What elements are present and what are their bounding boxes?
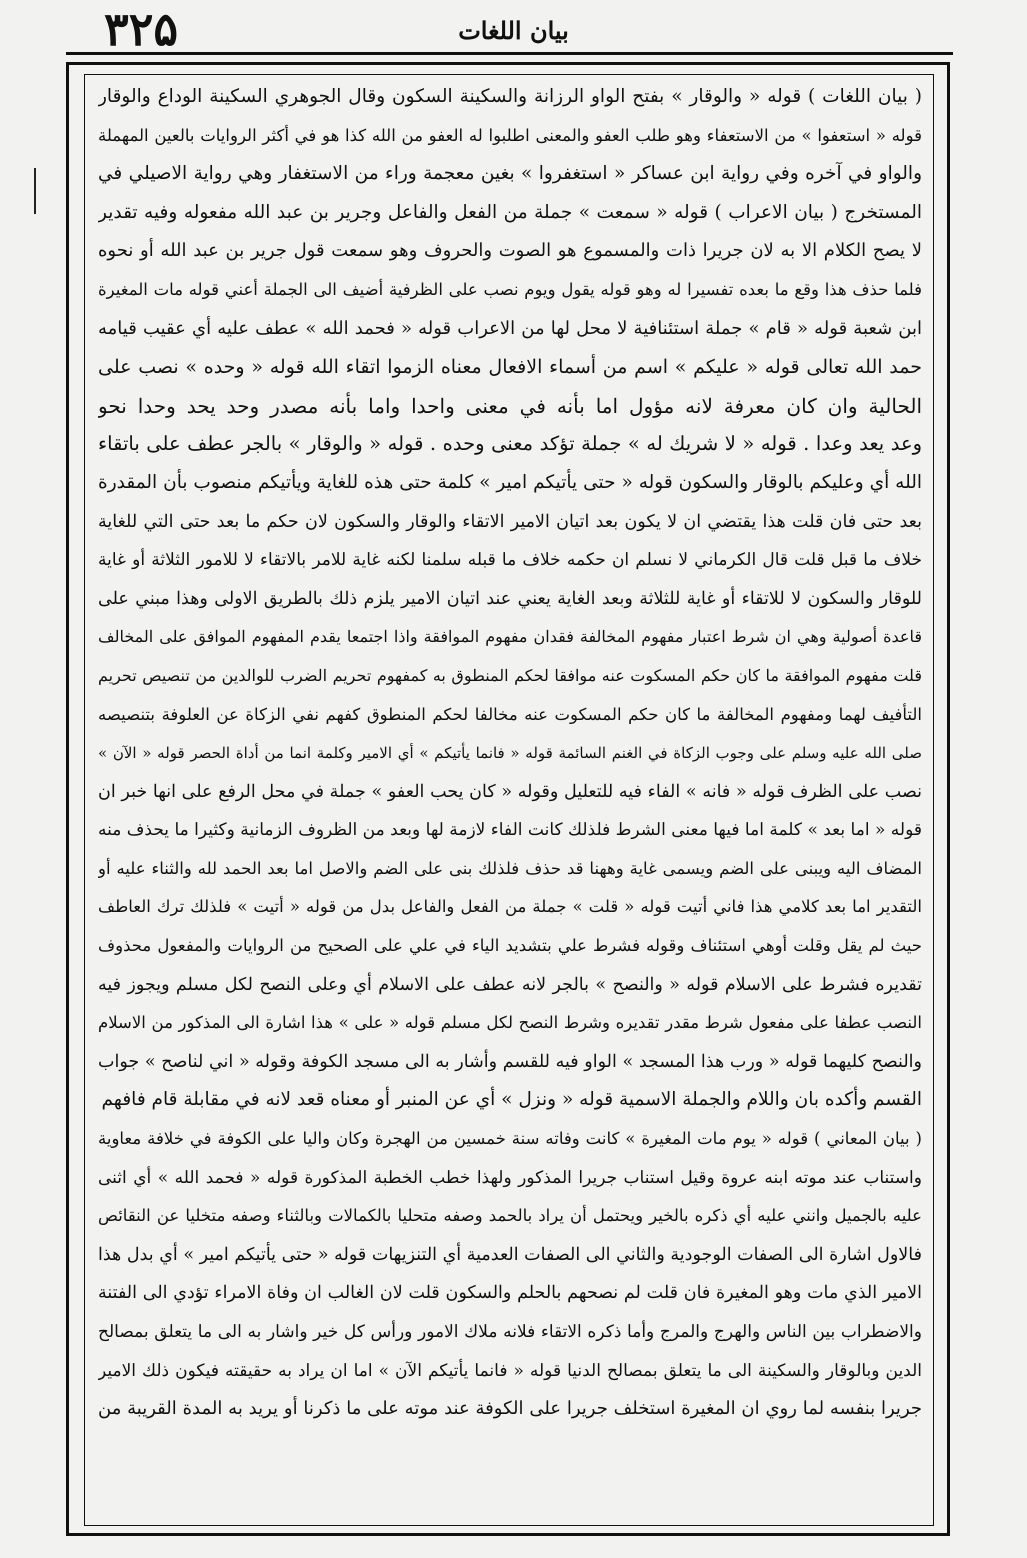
text-line: والواو في آخره وفي رواية ابن عساكر « استغفروا » بغين معجمة وراء من الاستغفار وهي رواية الاصيلي في: [98, 163, 922, 185]
text-line: عليه بالجميل وانني عليه أي ذكره بالخير ويحتمل أن يراد بالحمد وصفه متحليا بالكمالات وبالثناء وصفه متخليا عن النقائص: [98, 1206, 922, 1226]
text-line: صلى الله عليه وسلم على وجوب الزكاة في الغنم السائمة قوله « فانما يأتيكم » أي الامير وكلمة انما من أداة الحصر قوله « الآن »: [98, 744, 922, 763]
text-line: الدين وبالوقار والسكينة الى ما يتعلق بمصالح الدنيا قوله « فانما يأتيكم الآن » اما ان يراد به حقيقته فيكون ذلك الامير: [98, 1360, 922, 1381]
running-title: بیان اللغات: [458, 16, 569, 45]
text-line: ( بیان اللغات ) قوله « والوقار » بفتح الواو الرزانة والسكينة السكون وقال الجوهري السكينة الوداع والوقار: [98, 86, 922, 107]
text-line: نصب على الظرف قوله « فانه » الفاء فيه للتعليل وقوله « كان يحب العفو » جملة في محل الرفع على انها خبر ان: [98, 781, 922, 802]
page-number: ۳۲۵: [104, 2, 179, 56]
header-rule: [66, 52, 953, 55]
text-line: لا يصح الكلام الا به لان جريرا ذات والمسموع هو الصوت والحروف وهو سمعت قول جرير بن عبد الله أو نحوه: [98, 240, 922, 262]
text-block: [98, 78, 922, 1429]
text-line: والنصح كليهما قوله « ورب هذا المسجد » الواو فيه للقسم وأشار به الى مسجد الكوفة وقوله « اني لناصح » جواب: [98, 1051, 922, 1072]
text-line: حمد الله تعالى قوله « عليكم » اسم من أسماء الافعال معناه الزموا اتقاء الله قوله « وحده » نصب على: [98, 356, 922, 379]
text-line: والاضطراب بين الناس والهرج والمرج وأما ذكره الاتقاء فلانه ملاك الامور ورأس كل خير واشار به الى ما يتعلق بمصالح: [98, 1322, 922, 1342]
text-line: القسم وأكده بان واللام والجملة الاسمية قوله « ونزل » أي عن المنبر أو معناه قعد لانه في مقابلة قام فافهم: [101, 1089, 922, 1111]
text-line: حيث لم يقل وقلت أوهي استئناف وقوله فشرط علي بتشديد الياء في علي على الصحيح من الروايات والمفعول محذوف: [98, 936, 922, 956]
text-line: قوله « استعفوا » من الاستعفاء وهو طلب العفو والمعنى اطلبوا له العفو من الله كذا هو في أكثر الروايات بالعين المهملة: [98, 125, 922, 145]
text-line: الله أي وعليكم بالوقار والسكون قوله « حتى يأتيكم امير » كلمة حتى هذه للغاية ويأتيكم منصوب بأن المقدرة: [98, 471, 922, 493]
text-line: قلت مفهوم الموافقة ما كان حكم المسكوت عنه موافقا لحكم المنطوق به كمفهوم تحريم الضرب للوالدين من تنصيص تحريم: [98, 665, 922, 685]
text-line: فالاول اشارة الى الصفات الوجودية والثاني الى الصفات العدمية أي التنزيهات قوله « حتى يأتيكم امير » أي بدل هذا: [98, 1244, 922, 1265]
text-line: خلاف ما قبل قلت قال الكرماني لا نسلم ان حكمه خلاف ما قبله سلمنا لكنه غاية للامر بالاتقاء لا للامور الثلاثة أو غاية: [98, 550, 922, 571]
text-line: ( بيان المعاني ) قوله « يوم مات المغيرة » كانت وفاته سنة خمسين من الهجرة وكان واليا على الكوفة في خلافة معاوية: [98, 1129, 922, 1149]
text-line: بعد حتى فان قلت هذا يقتضي ان لا يكون بعد اتيان الامير الاتقاء والوقار والسكون لان حكم ما بعد حتى التي للغاية: [98, 511, 922, 532]
text-line: الامير الذي مات وهو المغيرة فان قلت لم نصحهم بالحلم والسكون قلت لان الغالب ان وفاة الامراء تؤدي الى الفتنة: [98, 1283, 922, 1304]
text-line: التقدير اما بعد كلامي هذا فاني أتيت قوله « قلت » جملة من الفعل والفاعل بدل من قوله « أتيت » فلذلك ترك العاطف: [98, 897, 922, 917]
text-line: جريرا بنفسه لما روي ان المغيرة استخلف جريرا على الكوفة عند موته على ما ذكرنا أو يريد به المدة القريبة من: [98, 1398, 922, 1420]
text-line: واستناب عند موته ابنه عروة وقيل استناب جريرا المذكور ولهذا خطب الخطبة المذكورة قوله « فحمد الله » أي اثنى: [98, 1167, 922, 1188]
text-line: المستخرج ( بيان الاعراب ) قوله « سمعت » جملة من الفعل والفاعل وجرير بن عبد الله مفعوله وفيه تقدير: [98, 201, 922, 223]
text-line: ابن شعبة قوله « قام » جملة استئنافية لا محل لها من الاعراب قوله « فحمد الله » عطف عليه أي عقيب قيامه: [98, 317, 922, 339]
text-line: وعد يعد وعدا . قوله « لا شريك له » جملة تؤكد معنى وحده . قوله « والوقار » بالجر عطف على باتقاء: [98, 432, 922, 456]
text-line: قاعدة أصولية وهي ان شرط اعتبار مفهوم المخالفة فقدان مفهوم الموافقة واذا اجتمعا يقدم المفهوم الموافق على المخالف: [98, 627, 922, 647]
text-line: قوله « اما بعد » كلمة اما فيها معنى الشرط فلذلك كانت الفاء لازمة لها وبعد من الظروف الزمانية وكثيرا ما يحذف منه: [98, 820, 922, 841]
margin-mark: [34, 168, 36, 214]
text-line: الحالية وان كان معرفة لانه مؤول اما بأنه في معنى واحدا واما بأنه مصدر وحد يحد وحدا نحو: [98, 393, 922, 418]
text-line: فلما حذف هذا وقع ما بعده تفسيرا له وهو قوله يقول ويوم نصب على الظرفية أضيف الى الجملة أعني قوله مات المغيرة: [98, 279, 922, 299]
text-line: المضاف اليه ويبنى على الضم ويسمى غاية وههنا قد حذف فلذلك بنى على الضم والاصل اما بعد الحمد لله والثناء عليه أو: [98, 858, 922, 878]
text-line: للوقار والسكون لا للاتقاء أو غاية للثلاثة وبعد الغاية يعني عند اتيان الامير يلزم ذلك بالطريق الاولى وهذا مبني على: [98, 588, 922, 609]
text-line: النصب عطفا على مفعول شرط مقدر تقديره وشرط النصح لكل مسلم قوله « على » هذا اشارة الى المذكور من الاسلام: [98, 1013, 922, 1033]
text-line: التأفيف لهما ومفهوم المخالفة ما كان حكم المسكوت عنه مخالفا لحكم المنطوق كفهم نفي الزكاة عن العلوفة بتنصيصه: [98, 704, 922, 724]
text-line: تقديره فشرط على الاسلام قوله « والنصح » بالجر لانه عطف على الاسلام أي وعلى النصح لكل مسلم ويجوز فيه: [98, 974, 922, 995]
